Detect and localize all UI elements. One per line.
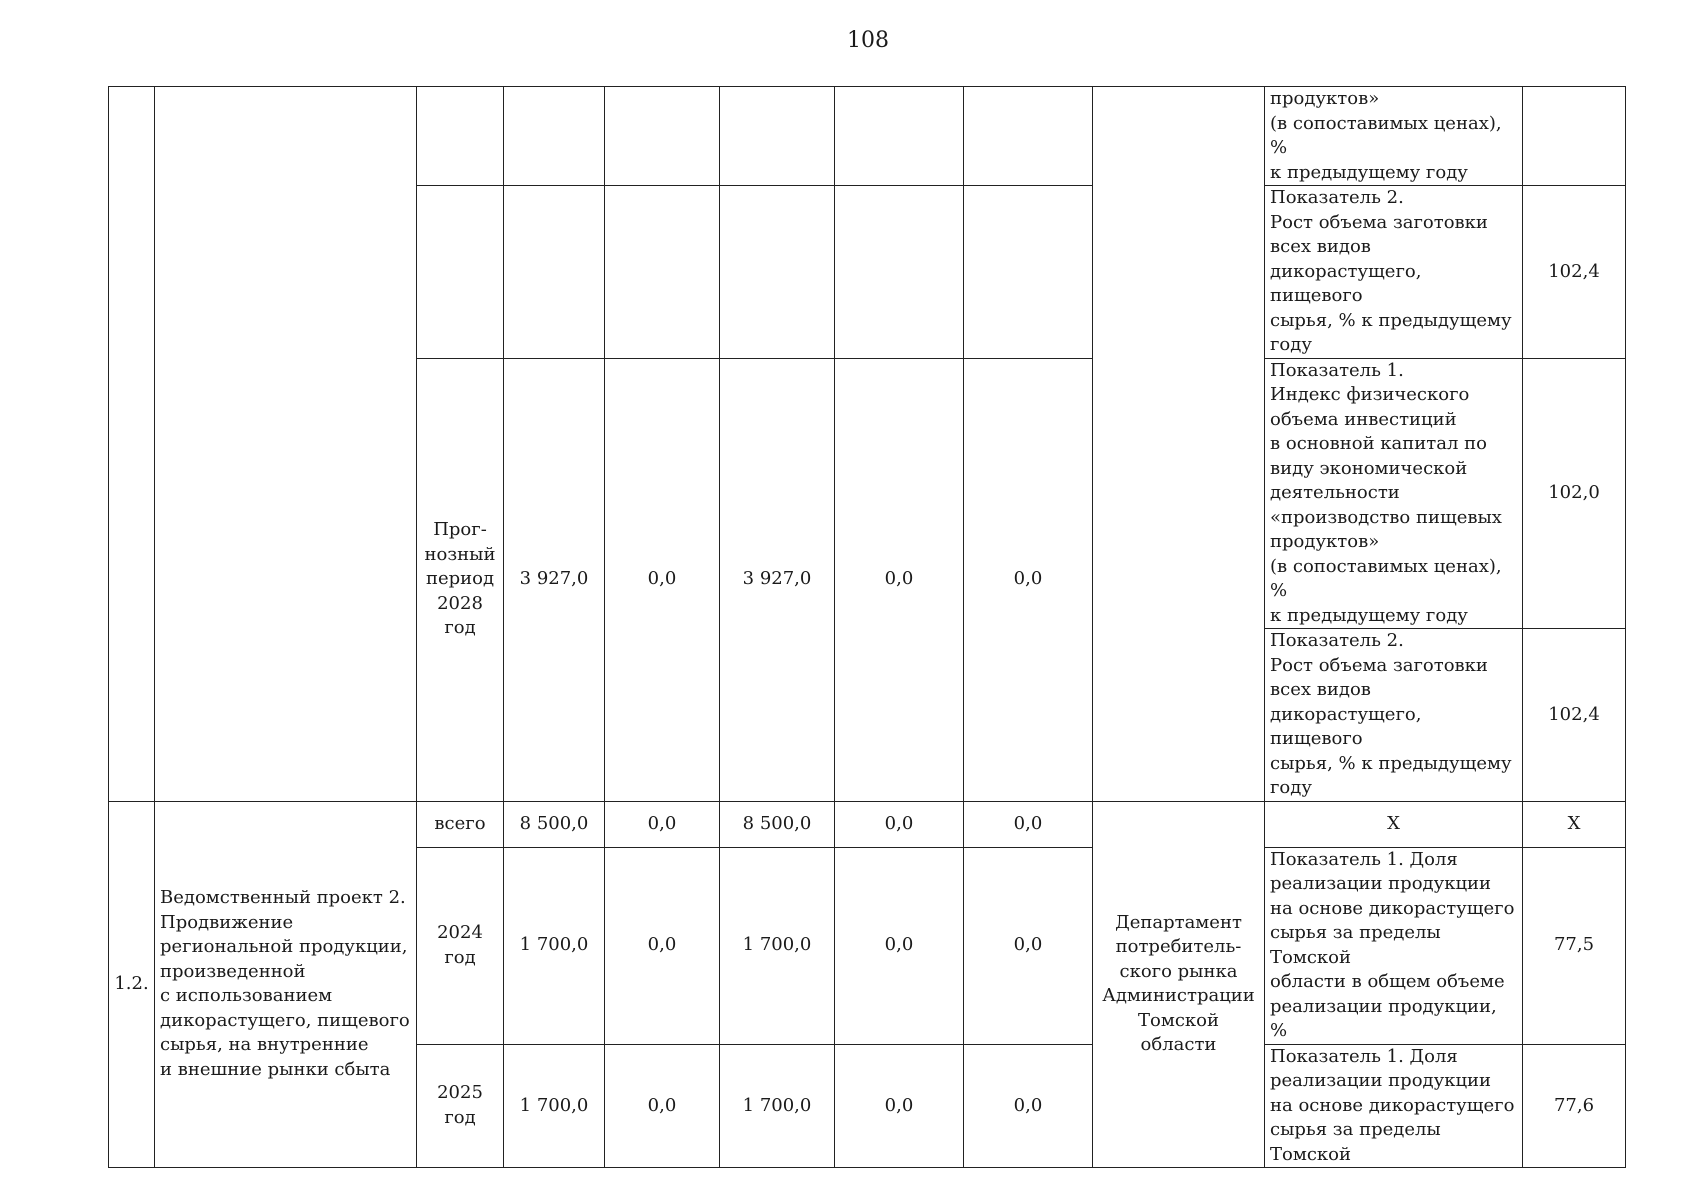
indicator-value-cell: 102,0 [1523,358,1626,629]
regional-cell: 8 500,0 [720,801,835,847]
indicator-cell: продуктов» (в сопоставимых ценах), % к предыдущему году [1265,87,1523,186]
local-cell: 0,0 [835,358,964,801]
program-table [108,86,1626,1168]
other-cell: 0,0 [964,801,1093,847]
indicator-cell: Показатель 2. Рост объема заготовки всех видов дикорастущего, пищевого сырья, % к предыдущему году [1265,186,1523,359]
local-cell [835,186,964,359]
regional-cell [720,87,835,186]
regional-cell: 1 700,0 [720,847,835,1044]
page-number: 108 [847,28,889,53]
regional-cell [720,186,835,359]
table-row [109,87,1626,186]
federal-cell [605,87,720,186]
indicator-value-cell: 77,5 [1523,847,1626,1044]
indicator-cell: Х [1265,801,1523,847]
indicator-value-cell: 102,4 [1523,186,1626,359]
number-cell [109,87,155,802]
indicator-value-cell: 102,4 [1523,629,1626,802]
local-cell: 0,0 [835,847,964,1044]
regional-cell: 3 927,0 [720,358,835,801]
table-row [109,801,1626,847]
total-cell [504,87,605,186]
other-cell: 0,0 [964,847,1093,1044]
other-cell [964,87,1093,186]
period-cell: 2025 год [417,1044,504,1168]
total-cell [504,186,605,359]
period-cell [417,87,504,186]
total-cell: 1 700,0 [504,1044,605,1168]
total-cell: 1 700,0 [504,847,605,1044]
name-cell [155,87,417,802]
local-cell [835,87,964,186]
total-cell: 8 500,0 [504,801,605,847]
regional-cell: 1 700,0 [720,1044,835,1168]
other-cell [964,186,1093,359]
indicator-value-cell [1523,87,1626,186]
indicator-value-cell: 77,6 [1523,1044,1626,1168]
indicator-value-cell: Х [1523,801,1626,847]
other-cell: 0,0 [964,358,1093,801]
indicator-cell: Показатель 1. Индекс физического объема инвестиций в основной капитал по виду экономической деятельности «производство пищевых продуктов» (в сопоставимых ценах), % к предыдущему году [1265,358,1523,629]
federal-cell: 0,0 [605,358,720,801]
local-cell: 0,0 [835,1044,964,1168]
executor-cell [1093,87,1265,802]
indicator-cell: Показатель 1. Доля реализации продукции на основе дикорастущего сырья за пределы Томской области в общем объеме реализации продукции, % [1265,847,1523,1044]
federal-cell [605,186,720,359]
period-cell [417,186,504,359]
period-cell: 2024 год [417,847,504,1044]
executor-cell: Департамент потребитель- ского рынка Администрации Томской области [1093,801,1265,1168]
federal-cell: 0,0 [605,847,720,1044]
federal-cell: 0,0 [605,1044,720,1168]
local-cell: 0,0 [835,801,964,847]
name-cell: Ведомственный проект 2. Продвижение региональной продукции, произведенной с использованием дикорастущего, пищевого сырья, на внутренние и внешние рынки сбыта [155,801,417,1168]
period-cell: Прог- нозный период 2028 год [417,358,504,801]
indicator-cell: Показатель 1. Доля реализации продукции на основе дикорастущего сырья за пределы Томской [1265,1044,1523,1168]
indicator-cell: Показатель 2. Рост объема заготовки всех видов дикорастущего, пищевого сырья, % к предыдущему году [1265,629,1523,802]
number-cell: 1.2. [109,801,155,1168]
period-cell: всего [417,801,504,847]
total-cell: 3 927,0 [504,358,605,801]
federal-cell: 0,0 [605,801,720,847]
other-cell: 0,0 [964,1044,1093,1168]
